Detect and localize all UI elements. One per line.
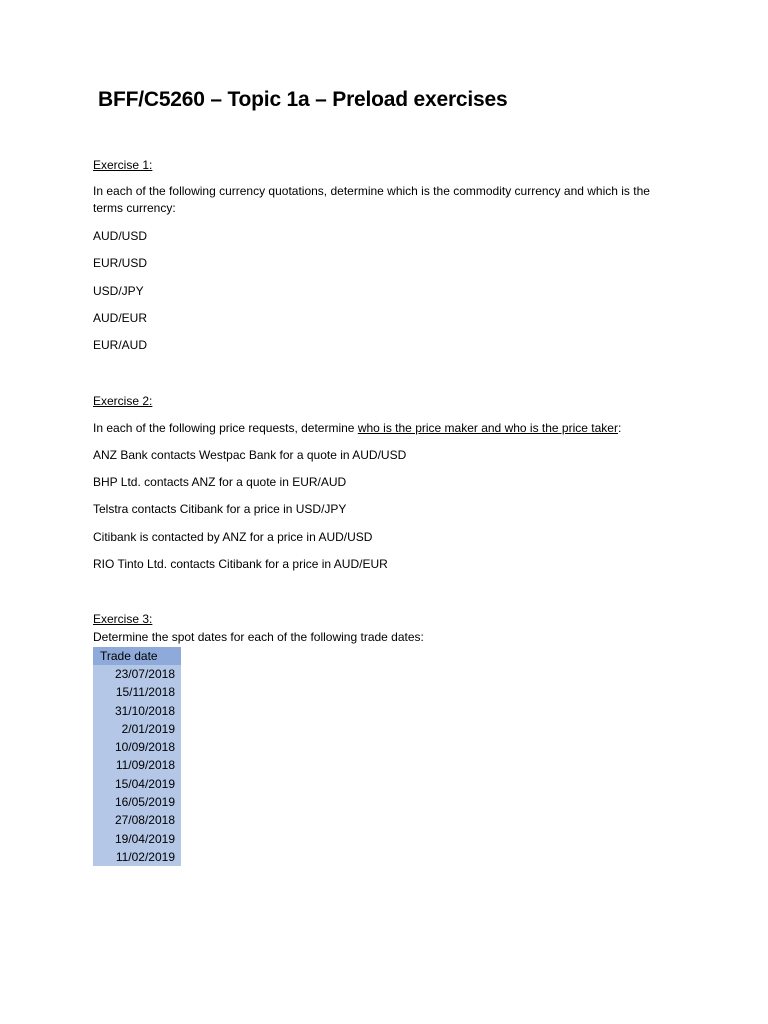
table-cell-date: 23/07/2018 [93,665,181,683]
exercise-1-section [93,157,693,174]
exercise-2-item-text: ANZ Bank contacts Westpac Bank for a quote in AUD/USD [93,448,407,462]
exercise-2-item-text: Citibank is contacted by ANZ for a price in AUD/USD [93,530,373,544]
exercise-2-item-text: RIO Tinto Ltd. contacts Citibank for a price in AUD/EUR [93,557,388,571]
exercise-3-heading: Exercise 3: [93,612,153,626]
exercise-1-item [93,228,693,245]
table-cell-date: 11/09/2018 [93,756,181,774]
instruction-text-start: In each of the following price requests, determine [93,421,358,435]
table-cell-date: 19/04/2019 [93,830,181,848]
exercise-2-instruction-block [93,420,693,437]
exercise-1-item-text: USD/JPY [93,284,144,298]
exercise-1-instruction: In each of the following currency quotations, determine which is the commodity currency and which is the terms currency: [93,184,650,215]
table-cell-date: 15/11/2018 [93,683,181,701]
table-header: Trade date [93,647,181,665]
trade-date-table [93,647,181,866]
table-cell-date: 15/04/2019 [93,775,181,793]
exercise-2-item [93,501,693,518]
table-cell-date: 11/02/2019 [93,848,181,866]
exercise-2-heading: Exercise 2: [93,394,153,408]
exercise-2-item [93,529,693,546]
exercise-1-item [93,310,693,327]
exercise-1-item [93,283,693,300]
instruction-text-underlined: who is the price maker and who is the price taker [357,421,618,435]
exercise-3-section [93,611,693,628]
table-cell-date: 2/01/2019 [93,720,181,738]
exercise-2-section [93,393,693,410]
exercise-2-instruction [93,420,693,437]
exercise-3-instruction: Determine the spot dates for each of the following trade dates: [93,630,424,644]
exercise-2-item-text: Telstra contacts Citibank for a price in USD/JPY [93,502,347,516]
document-title: BFF/C5260 – Topic 1a – Preload exercises [98,88,508,111]
exercise-1-item-text: EUR/USD [93,256,148,270]
exercise-1-item-text: AUD/USD [93,229,148,243]
table-cell-date: 31/10/2018 [93,702,181,720]
table-cell-date: 27/08/2018 [93,811,181,829]
exercise-1-item-text: EUR/AUD [93,338,148,352]
exercise-1-item [93,337,693,354]
table-cell-date: 10/09/2018 [93,738,181,756]
exercise-1-item-text: AUD/EUR [93,311,148,325]
exercise-1-instruction-block [93,183,683,217]
exercise-1-heading: Exercise 1: [93,158,153,172]
exercise-3-instruction-block [93,629,693,646]
exercise-2-item-text: BHP Ltd. contacts ANZ for a quote in EUR/AUD [93,475,347,489]
instruction-text-end: : [617,421,622,435]
exercise-2-item [93,474,693,491]
exercise-1-item [93,255,693,272]
exercise-2-item [93,556,693,573]
exercise-2-item [93,447,693,464]
table-cell-date: 16/05/2019 [93,793,181,811]
